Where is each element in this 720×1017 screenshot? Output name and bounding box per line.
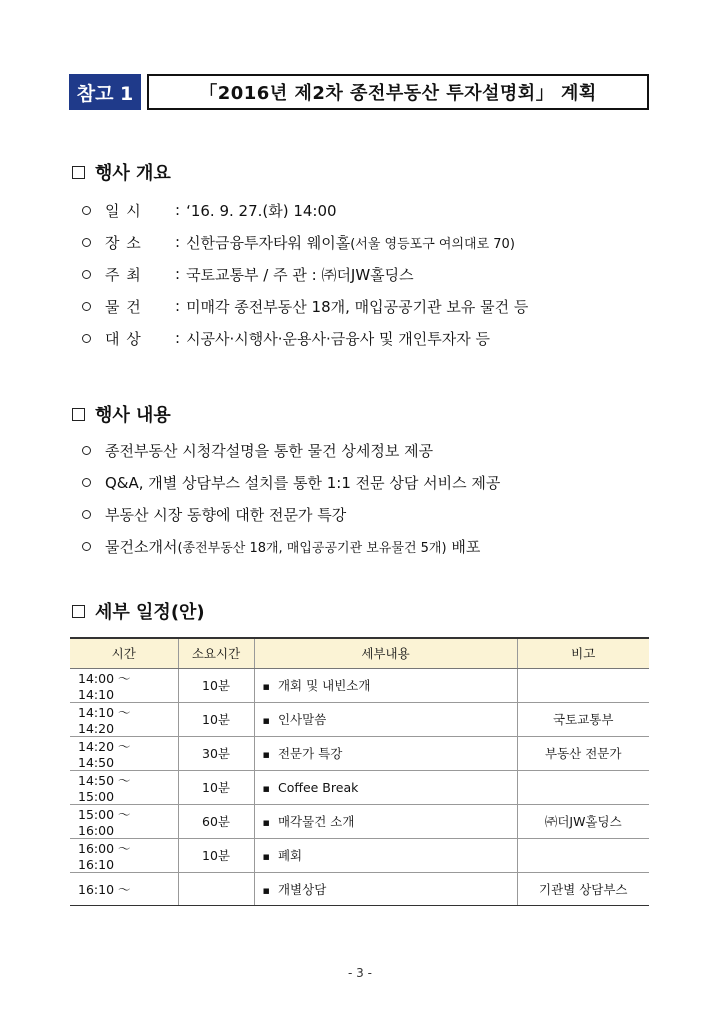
section-title: 행사 내용: [95, 405, 171, 426]
time-cell: 14:10 ～ 14:20: [70, 702, 178, 736]
table-row: [70, 736, 649, 770]
item-value: 시공사·시행사·운용사·금융사 및 개인투자자 등: [186, 329, 490, 348]
duration-cell: [178, 872, 254, 905]
list-item: 물 건 : 미매각 종전부동산 18개, 매입공공기관 보유 물건 등: [82, 290, 528, 322]
item-text: 부동산 시장 동향에 대한 전문가 특강: [105, 505, 347, 524]
note-cell: 국토교통부: [517, 702, 649, 736]
document-title: 「2016년 제2차 종전부동산 투자설명회」 계획: [147, 74, 649, 110]
item-note: (서울 영등포구 여의대로 70): [350, 236, 515, 252]
table-row: [70, 872, 649, 905]
duration-cell: 60분: [178, 804, 254, 838]
item-value: 국토교통부 / 주 관 : ㈜더JW홀딩스: [186, 265, 414, 284]
detail-cell: [254, 736, 517, 770]
section-heading-schedule: [72, 598, 205, 624]
list-item: [82, 530, 500, 562]
detail-cell: [254, 872, 517, 905]
square-small-bullet-icon: ▪: [262, 680, 270, 693]
duration-cell: 30분: [178, 736, 254, 770]
detail-text: 개회 및 내빈소개: [277, 678, 371, 693]
circle-bullet-icon: [82, 270, 91, 279]
circle-bullet-icon: [82, 334, 91, 343]
item-note: (종전부동산 18개, 매입공공기관 보유물건 5개): [177, 540, 447, 556]
detail-text: 인사말씀: [277, 712, 327, 727]
section-title: 행사 개요: [95, 163, 171, 184]
reference-label: 참고 1: [69, 74, 141, 110]
item-value: 미매각 종전부동산 18개, 매입공공기관 보유 물건 등: [186, 297, 529, 316]
time-cell: 16:10 ～: [70, 872, 178, 905]
square-small-bullet-icon: ▪: [262, 850, 270, 863]
duration-cell: 10분: [178, 770, 254, 804]
detail-cell: [254, 770, 517, 804]
square-small-bullet-icon: ▪: [262, 781, 270, 795]
table-row: [70, 804, 649, 838]
table-row: [70, 838, 649, 872]
duration-cell: 10분: [178, 668, 254, 702]
note-cell: 부동산 전문가: [517, 736, 649, 770]
note-cell: [517, 838, 649, 872]
detail-cell: [254, 702, 517, 736]
square-small-bullet-icon: ▪: [262, 714, 270, 727]
column-header: 세부내용: [254, 638, 517, 668]
item-value: 신한금융투자타워 웨이홀: [186, 233, 351, 252]
note-cell: [517, 668, 649, 702]
detail-text: 폐회: [277, 848, 303, 863]
table-row: [70, 702, 649, 736]
item-label: 일 시: [105, 201, 142, 220]
square-small-bullet-icon: ▪: [262, 748, 270, 761]
column-header: 시간: [70, 638, 178, 668]
section-heading-overview: [72, 159, 171, 185]
duration-cell: 10분: [178, 838, 254, 872]
detail-cell: [254, 838, 517, 872]
circle-bullet-icon: [82, 446, 91, 455]
circle-bullet-icon: [82, 478, 91, 487]
circle-bullet-icon: [82, 238, 91, 247]
overview-list: [82, 194, 528, 354]
detail-text: 매각물건 소개: [277, 814, 355, 829]
item-tail: 배포: [446, 537, 481, 556]
note-cell: ㈜더JW홀딩스: [517, 804, 649, 838]
item-value: ‘16. 9. 27.(화) 14:00: [186, 201, 337, 220]
section-heading-contents: [72, 401, 171, 427]
square-small-bullet-icon: ▪: [262, 816, 270, 829]
list-item: [82, 466, 500, 498]
item-text: 종전부동산 시청각설명을 통한 물건 상세정보 제공: [105, 441, 434, 460]
list-item: 장 소 : 신한금융투자타워 웨이홀 (서울 영등포구 여의대로 70): [82, 226, 528, 258]
circle-bullet-icon: [82, 542, 91, 551]
circle-bullet-icon: [82, 302, 91, 311]
list-item: 주 최 : 국토교통부 / 주 관 : ㈜더JW홀딩스: [82, 258, 528, 290]
item-text: Q&A, 개별 상담부스 설치를 통한 1:1 전문 상담 서비스 제공: [105, 473, 501, 492]
item-label: 물 건: [105, 297, 142, 316]
note-cell: 기관별 상담부스: [517, 872, 649, 905]
list-item: 일 시 : ‘16. 9. 27.(화) 14:00: [82, 194, 528, 226]
duration-cell: 10분: [178, 702, 254, 736]
detail-cell: [254, 804, 517, 838]
column-header: 소요시간: [178, 638, 254, 668]
note-cell: [517, 770, 649, 804]
time-cell: 14:00 ～ 14:10: [70, 668, 178, 702]
item-label: 주 최: [105, 265, 142, 284]
detail-cell: [254, 668, 517, 702]
table-row: [70, 770, 649, 804]
list-item: 대 상 : 시공사·시행사·운용사·금융사 및 개인투자자 등: [82, 322, 528, 354]
item-text: 물건소개서: [105, 537, 178, 556]
title-row: [69, 74, 649, 110]
detail-text: Coffee Break: [277, 779, 359, 795]
square-bullet-icon: [72, 166, 85, 179]
item-label: 대 상: [105, 329, 142, 348]
list-item: [82, 498, 500, 530]
square-bullet-icon: [72, 408, 85, 421]
list-item: [82, 434, 500, 466]
time-cell: 14:50 ～ 15:00: [70, 770, 178, 804]
table-row: [70, 668, 649, 702]
column-header: 비고: [517, 638, 649, 668]
contents-list: [82, 434, 500, 562]
table-header-row: [70, 638, 649, 668]
section-title: 세부 일정(안): [95, 602, 205, 623]
detail-text: 전문가 특강: [277, 746, 343, 761]
circle-bullet-icon: [82, 206, 91, 215]
square-small-bullet-icon: ▪: [262, 883, 270, 897]
page-number: - 3 -: [348, 966, 372, 980]
time-cell: 15:00 ～ 16:00: [70, 804, 178, 838]
detail-text: 개별상담: [277, 881, 327, 897]
circle-bullet-icon: [82, 510, 91, 519]
square-bullet-icon: [72, 605, 85, 618]
time-cell: 16:00 ～ 16:10: [70, 838, 178, 872]
time-cell: 14:20 ～ 14:50: [70, 736, 178, 770]
schedule-table: [70, 637, 649, 906]
item-label: 장 소: [105, 233, 142, 252]
